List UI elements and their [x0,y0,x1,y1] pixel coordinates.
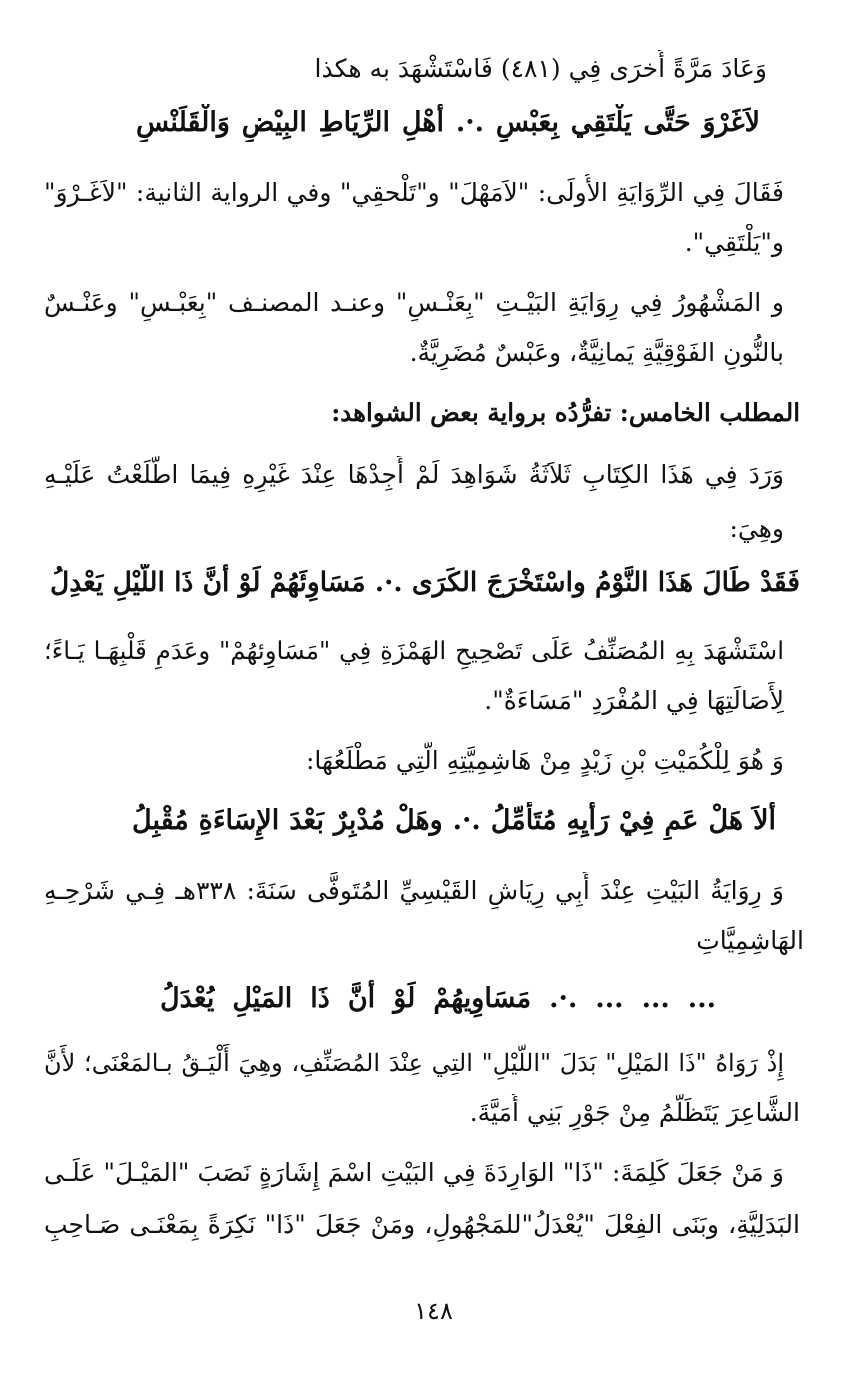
verse-line-4: ... ... ... .·. مَسَاوِيهُمْ لَوْ أَنَّ ذَا المَيْلِ يُعْدَلُ [160,983,716,1014]
body-line-6: بالنُّونِ الفَوْقِيَّةِ يَمانِيَّةٌ، وعَبْسٌ مُضَرِيَّةٌ. [409,338,784,367]
body-line-13: وَ هُوَ لِلْكُمَيْتِ بْنِ زَيْدٍ مِنْ هَاشِمِيَّتِهِ الَّتِي مَطْلَعُهَا: [306,746,784,775]
body-line-19: الشَّاعِرَ يَتَظَلَّمُ مِنْ جَوْرِ بَنِي أُمَيَّةَ. [469,1098,800,1127]
body-line-4: و"يَلْتَقِي". [684,228,784,257]
body-line-21: البَدَلِيَّةِ، وبَنَى الفِعْلَ "يُعْدَلُ"للمَجْهُولِ، ومَنْ جَعَلَ "ذَا" نَكِرَةً بِمَعْنَـى صَـاحِبِ [44,1210,800,1239]
body-line-3: فَقَالَ فِي الرِّوَايَةِ الأُولَى: "لاَمَهْلَ" و"تَلْحقِي" وفي الرواية الثانية: "لاَغَـرْوَ" [44,178,784,207]
body-line-9: وهِيَ: [729,514,784,543]
verse-line-2: فَقَدْ طَالَ هَذَا النَّوْمُ واسْتَخْرَجَ الكَرَى .·. مَسَاوِئَهُمْ لَوْ أَنَّ ذَا اللَّيْلِ يَعْدِلُ [50,567,800,598]
verse-line-3: أَلاَ هَلْ عَمٍ فِيْ رَأْيِهِ مُتَأَمِّلُ .·. وهَلْ مُدْبِرٌ بَعْدَ الإِسَاءَةِ مُقْبِلُ [132,805,776,836]
body-line-8: وَرَدَ فِي هَذَا الكِتَابِ ثَلاَثَةُ شَوَاهِدَ لَمْ أَجِدْهَا عِنْدَ غَيْرِهِ فِيمَا اطَّلَعْتُ عَلَيْـهِ [44,460,784,489]
verse-line-1: لاَغَرْوَ حَتَّى يَلْتَقِي بِعَبْسٍ .·. أَهْلِ الرِّيَاطِ البِيْضِ وَالْقَلَنْسِ [136,107,760,138]
page-number: ١٤٨ [414,1297,453,1325]
section-heading: المطلب الخامس: تفرُّدُه برواية بعض الشواهد: [331,398,800,427]
body-line-15: وَ رِوَايَةُ البَيْتِ عِنْدَ أَبِي رِيَاشٍ القَيْسِيِّ المُتَوفَّى سَنَةَ: ٣٣٨هـ فِـي شَرْحِـهِ [44,876,784,905]
body-line-16: الهَاشِمِيَّاتِ [696,926,804,955]
body-line-11: اسْتَشْهَدَ بِهِ المُصَنِّفُ عَلَى تَصْحِيحِ الهَمْزَةِ فِي "مَسَاوِئهُمْ" وعَدَمِ قَلْبِهَـا يَـاءً؛ [44,636,784,665]
body-line-12: لِأَصَالَتِهَا فِي المُفْرَدِ "مَسَاءَةٌ". [484,686,784,715]
body-line-1: وَعَادَ مَرَّةً أُخرَى فِي (٤٨١) فَاسْتَشْهَدَ به هكذا [314,54,767,83]
body-line-5: و المَشْهُورُ فِي رِوَايَةِ البَيْـتِ "بِعَنْـسٍ" وعنـد المصنـف "بِعَبْـسٍ" وعَنْـسٌ [44,288,784,317]
body-line-20: وَ مَنْ جَعَلَ كَلِمَةَ: "ذَا" الوَارِدَةَ فِي البَيْتِ اسْمَ إِشَارَةٍ نَصَبَ "المَيْـلَ" عَلَـى [44,1158,784,1187]
body-line-18: إِذْ رَوَاهُ "ذَا المَيْلِ" بَدَلَ "اللَّيْلِ" التِي عِنْدَ المُصَنِّفِ، وهِيَ أَلْيَـقُ بـالمَعْنَى؛ لأَنَّ [44,1049,784,1077]
